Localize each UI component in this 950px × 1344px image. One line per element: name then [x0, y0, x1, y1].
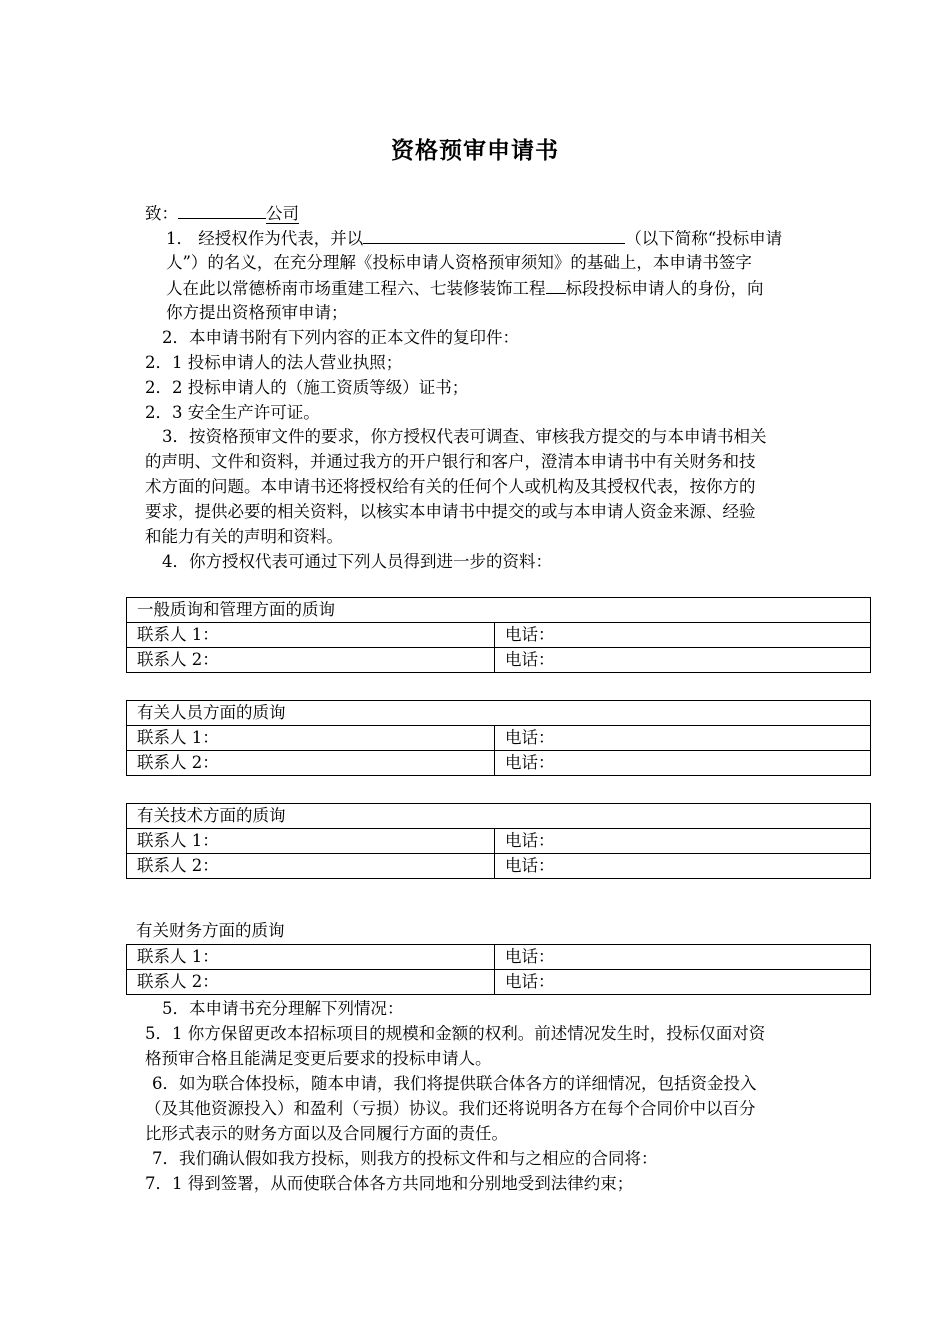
phone-cell: 电话： — [495, 751, 871, 776]
financial-inquiry-heading: 有关财务方面的质询 — [136, 921, 285, 940]
contact-cell: 联系人 2： — [127, 970, 495, 995]
inquiry-table-financial — [126, 944, 871, 995]
table-row — [127, 970, 871, 995]
paragraph-2: 2．本申请书附有下列内容的正本文件的复印件： — [162, 328, 519, 347]
table-row — [127, 648, 871, 673]
item-2-2: 2．2 投标申请人的（施工资质等级）证书； — [145, 378, 469, 397]
table-row — [127, 623, 871, 648]
addressee-prefix: 致： — [145, 204, 178, 223]
phone-cell: 电话： — [495, 829, 871, 854]
paragraph-6-line-3: 比形式表示的财务方面以及合同履行方面的责任。 — [145, 1124, 508, 1143]
section-number-blank — [546, 275, 566, 294]
paragraph-5: 5．本申请书充分理解下列情况： — [162, 999, 404, 1018]
addressee-company: 公司 — [266, 204, 299, 223]
inquiry-table-personnel — [126, 700, 871, 776]
p1-text-a: 1． 经授权作为代表，并以 — [166, 229, 364, 248]
phone-cell: 电话： — [495, 945, 871, 970]
table-row — [127, 751, 871, 776]
item-5-1-line-1: 5．1 你方保留更改本招标项目的规模和金额的权利。前述情况发生时，投标仅面对资 — [145, 1024, 766, 1043]
contact-cell: 联系人 1： — [127, 623, 495, 648]
paragraph-3-line-2: 的声明、文件和资料，并通过我方的开户银行和客户，澄清本申请书中有关财务和技 — [145, 452, 756, 471]
table-row — [127, 829, 871, 854]
addressee-blank — [178, 200, 266, 219]
item-7-1: 7．1 得到签署，从而使联合体各方共同地和分别地受到法律约束； — [145, 1174, 634, 1193]
paragraph-6-line-2: （及其他资源投入）和盈利（亏损）协议。我们还将说明各方在每个合同价中以百分 — [145, 1099, 756, 1118]
item-5-1-line-2: 格预审合格且能满足变更后要求的投标申请人。 — [145, 1049, 492, 1068]
inquiry-table-general — [126, 597, 871, 673]
phone-cell: 电话： — [495, 726, 871, 751]
contact-cell: 联系人 2： — [127, 854, 495, 879]
p1-text-c: 人在此以常德桥南市场重建工程六、七装修装饰工程 — [166, 279, 546, 298]
paragraph-7: 7．我们确认假如我方投标，则我方的投标文件和与之相应的合同将： — [152, 1149, 658, 1168]
p1-text-b: （以下简称“投标申请 — [625, 229, 783, 248]
document-title: 资格预审申请书 — [391, 137, 559, 164]
contact-cell: 联系人 1： — [127, 945, 495, 970]
p1-text-d: 标段投标申请人的身份，向 — [565, 279, 764, 298]
table-header: 有关技术方面的质询 — [127, 804, 871, 829]
paragraph-1-line-2: 人”）的名义，在充分理解《投标申请人资格预审须知》的基础上，本申请书签字 — [166, 253, 752, 272]
applicant-name-blank — [363, 225, 625, 244]
table-row — [127, 945, 871, 970]
table-header: 一般质询和管理方面的质询 — [127, 598, 871, 623]
phone-cell: 电话： — [495, 648, 871, 673]
phone-cell: 电话： — [495, 970, 871, 995]
contact-cell: 联系人 1： — [127, 726, 495, 751]
paragraph-3-line-1: 3．按资格预审文件的要求，你方授权代表可调查、审核我方提交的与本申请书相关 — [162, 427, 767, 446]
paragraph-4: 4．你方授权代表可通过下列人员得到进一步的资料： — [162, 552, 552, 571]
table-header: 有关人员方面的质询 — [127, 701, 871, 726]
inquiry-table-technical — [126, 803, 871, 879]
contact-cell: 联系人 2： — [127, 648, 495, 673]
paragraph-3-line-5: 和能力有关的声明和资料。 — [145, 527, 343, 546]
paragraph-3-line-3: 术方面的问题。本申请书还将授权给有关的任何个人或机构及其授权代表，按你方的 — [145, 477, 756, 496]
paragraph-1-line-3 — [166, 275, 764, 302]
paragraph-1-line-1 — [166, 225, 782, 252]
phone-cell: 电话： — [495, 854, 871, 879]
addressee-line — [145, 200, 299, 227]
contact-cell: 联系人 1： — [127, 829, 495, 854]
paragraph-3-line-4: 要求，提供必要的相关资料，以核实本申请书中提交的或与本申请人资金来源、经验 — [145, 502, 756, 521]
phone-cell: 电话： — [495, 623, 871, 648]
item-2-3: 2．3 安全生产许可证。 — [145, 403, 320, 422]
table-row — [127, 726, 871, 751]
paragraph-6-line-1: 6．如为联合体投标，随本申请，我们将提供联合体各方的详细情况，包括资金投入 — [152, 1074, 757, 1093]
paragraph-1-line-4: 你方提出资格预审申请； — [166, 303, 348, 322]
item-2-1: 2．1 投标申请人的法人营业执照； — [145, 353, 403, 372]
table-row — [127, 854, 871, 879]
contact-cell: 联系人 2： — [127, 751, 495, 776]
